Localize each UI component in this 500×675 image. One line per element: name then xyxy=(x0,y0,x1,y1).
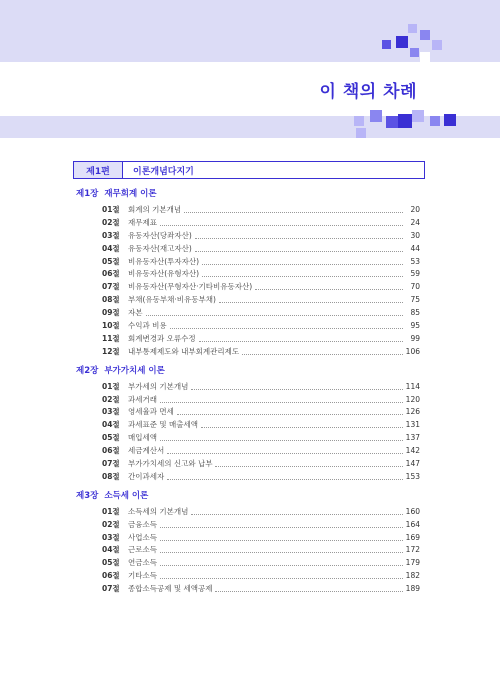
section-number: 02절 xyxy=(102,394,120,404)
section-number: 02절 xyxy=(102,217,120,227)
toc-entry[interactable] xyxy=(76,256,420,269)
page-number: 172 xyxy=(405,545,420,555)
section-title: 연금소득 xyxy=(128,558,157,568)
toc-entry[interactable] xyxy=(76,506,420,519)
dot-leader xyxy=(242,354,403,355)
toc-entry[interactable] xyxy=(76,471,420,484)
decor-square xyxy=(370,110,382,122)
page-number: 153 xyxy=(405,471,420,481)
decor-square xyxy=(354,116,364,126)
section-number: 05절 xyxy=(102,433,120,443)
page-number: 53 xyxy=(410,256,420,266)
section-title: 비유동자산(유형자산) xyxy=(128,269,200,279)
section-number: 12절 xyxy=(102,346,120,356)
toc-entry[interactable] xyxy=(76,217,420,230)
page-number: 179 xyxy=(405,558,420,568)
section-number: 04절 xyxy=(102,545,120,555)
chapter-heading[interactable] xyxy=(76,187,420,201)
section-number: 09절 xyxy=(102,308,120,318)
section-list xyxy=(76,204,420,359)
dot-leader xyxy=(199,341,403,342)
toc-entry[interactable] xyxy=(76,307,420,320)
toc-entry[interactable] xyxy=(76,230,420,243)
part-number: 제1편 xyxy=(74,162,123,178)
page-number: 24 xyxy=(410,217,420,227)
section-title: 소득세의 기본개념 xyxy=(128,506,189,516)
toc-entry[interactable] xyxy=(76,320,420,333)
dot-leader xyxy=(167,479,402,480)
page-number: 99 xyxy=(410,333,420,343)
section-title: 근로소득 xyxy=(128,545,157,555)
section-number: 01절 xyxy=(102,506,120,516)
page-number: 20 xyxy=(410,205,420,214)
page-number: 126 xyxy=(405,407,420,417)
dot-leader xyxy=(191,514,402,515)
decor-square xyxy=(432,40,442,50)
section-number: 04절 xyxy=(102,420,120,430)
page-number: 189 xyxy=(405,584,420,594)
page-number: 75 xyxy=(410,295,420,305)
dot-leader xyxy=(195,238,403,239)
toc-entry[interactable] xyxy=(76,583,420,596)
toc-entry[interactable] xyxy=(76,268,420,281)
section-title: 비유동자산(투자자산) xyxy=(128,256,200,266)
decor-square xyxy=(396,36,408,48)
section-number: 05절 xyxy=(102,256,120,266)
section-title: 비유동자산(무형자산·기타비유동자산) xyxy=(128,282,253,292)
table-of-contents xyxy=(76,182,420,601)
toc-entry[interactable] xyxy=(76,445,420,458)
toc-entry[interactable] xyxy=(76,333,420,346)
page-number: 95 xyxy=(410,321,420,331)
section-title: 사업소득 xyxy=(128,532,157,542)
chapter-title: 재무회계 이론 xyxy=(104,189,157,199)
toc-entry[interactable] xyxy=(76,394,420,407)
page-number: 106 xyxy=(405,346,420,356)
page-number: 114 xyxy=(405,381,420,391)
page-number: 182 xyxy=(405,571,420,581)
page-number: 70 xyxy=(410,282,420,292)
toc-entry[interactable] xyxy=(76,381,420,394)
dot-leader xyxy=(160,225,403,226)
section-number: 05절 xyxy=(102,558,120,568)
section-list xyxy=(76,381,420,484)
decor-square xyxy=(386,116,398,128)
chapter-title: 소득세 이론 xyxy=(104,490,149,501)
page-title: 이 책의 차례 xyxy=(319,82,417,102)
section-number: 03절 xyxy=(102,532,120,542)
decor-square xyxy=(410,48,419,57)
decor-square xyxy=(408,24,417,33)
dot-leader xyxy=(195,251,403,252)
section-number: 07절 xyxy=(102,459,120,469)
part-title: 이론개념다지기 xyxy=(133,166,194,177)
section-number: 08절 xyxy=(102,295,120,305)
dot-leader xyxy=(215,591,402,592)
dot-leader xyxy=(184,212,403,213)
dot-leader xyxy=(160,402,403,403)
section-title: 영세율과 면세 xyxy=(128,407,174,417)
decor-square xyxy=(420,30,430,40)
section-number: 10절 xyxy=(102,321,120,331)
section-number: 07절 xyxy=(102,584,120,594)
toc-entry[interactable] xyxy=(76,406,420,419)
section-title: 부가세의 기본개념 xyxy=(128,381,189,391)
section-number: 07절 xyxy=(102,282,120,292)
decor-square xyxy=(420,52,430,62)
chapter-heading[interactable] xyxy=(76,489,420,503)
chapter-heading[interactable] xyxy=(76,364,420,378)
section-title: 부가가치세의 신고와 납부 xyxy=(128,459,213,469)
page-number: 120 xyxy=(405,394,420,404)
dot-leader xyxy=(191,389,402,390)
section-title: 과세표준 및 매출세액 xyxy=(128,420,198,430)
header-band-bottom xyxy=(0,116,500,138)
page-number: 147 xyxy=(405,459,420,469)
section-number: 06절 xyxy=(102,446,120,456)
chapter-number: 제3장 xyxy=(76,490,99,501)
toc-entry[interactable] xyxy=(76,243,420,256)
toc-entry[interactable] xyxy=(76,432,420,445)
dot-leader xyxy=(219,302,403,303)
dot-leader xyxy=(177,414,403,415)
section-number: 03절 xyxy=(102,407,120,417)
dot-leader xyxy=(202,264,403,265)
dot-leader xyxy=(160,552,403,553)
chapter-number: 제1장 xyxy=(76,189,99,199)
toc-entry[interactable] xyxy=(76,570,420,583)
dot-leader xyxy=(160,540,403,541)
dot-leader xyxy=(255,289,403,290)
part-header xyxy=(73,161,425,179)
dot-leader xyxy=(160,565,403,566)
section-title: 간이과세자 xyxy=(128,471,165,481)
dot-leader xyxy=(215,466,402,467)
toc-entry[interactable] xyxy=(76,294,420,307)
toc-entry[interactable] xyxy=(76,519,420,532)
section-title: 회계의 기본개념 xyxy=(128,205,182,214)
section-title: 유동자산(당좌자산) xyxy=(128,230,192,240)
section-title: 내부통제제도와 내부회계관리제도 xyxy=(128,346,240,356)
section-title: 재무제표 xyxy=(128,217,157,227)
decor-square xyxy=(412,110,424,122)
toc-entry[interactable] xyxy=(76,204,420,217)
toc-entry[interactable] xyxy=(76,458,420,471)
page-number: 169 xyxy=(405,532,420,542)
page-number: 131 xyxy=(405,420,420,430)
page-number: 44 xyxy=(410,243,420,253)
section-title: 기타소득 xyxy=(128,571,157,581)
dot-leader xyxy=(160,527,403,528)
section-list xyxy=(76,506,420,596)
toc-entry[interactable] xyxy=(76,544,420,557)
section-number: 08절 xyxy=(102,471,120,481)
page-number: 160 xyxy=(405,506,420,516)
page-number: 164 xyxy=(405,519,420,529)
section-number: 03절 xyxy=(102,230,120,240)
section-title: 과세거래 xyxy=(128,394,157,404)
page-number: 30 xyxy=(410,230,420,240)
section-title: 자본 xyxy=(128,308,143,318)
section-title: 유동자산(재고자산) xyxy=(128,243,192,253)
toc-entry[interactable] xyxy=(76,532,420,545)
section-number: 01절 xyxy=(102,381,120,391)
page-number: 59 xyxy=(410,269,420,279)
decor-square xyxy=(382,40,391,49)
dot-leader xyxy=(170,328,403,329)
chapter-number: 제2장 xyxy=(76,365,99,376)
decor-square xyxy=(430,116,440,126)
section-title: 금융소득 xyxy=(128,519,157,529)
dot-leader xyxy=(201,427,403,428)
toc-entry[interactable] xyxy=(76,557,420,570)
page-number: 85 xyxy=(410,308,420,318)
decor-square xyxy=(398,114,412,128)
section-number: 02절 xyxy=(102,519,120,529)
toc-entry[interactable] xyxy=(76,281,420,294)
section-title: 종합소득공제 및 세액공제 xyxy=(128,584,213,594)
section-number: 01절 xyxy=(102,205,120,214)
dot-leader xyxy=(160,578,403,579)
section-title: 매입세액 xyxy=(128,433,157,443)
section-title: 부채(유동부채·비유동부채) xyxy=(128,295,216,305)
toc-entry[interactable] xyxy=(76,346,420,359)
section-number: 04절 xyxy=(102,243,120,253)
section-number: 11절 xyxy=(102,333,120,343)
page-number: 142 xyxy=(405,446,420,456)
section-number: 06절 xyxy=(102,269,120,279)
toc-entry[interactable] xyxy=(76,419,420,432)
section-number: 06절 xyxy=(102,571,120,581)
section-title: 수익과 비용 xyxy=(128,321,167,331)
chapter-title: 부가가치세 이론 xyxy=(104,365,165,376)
section-title: 회계변경과 오류수정 xyxy=(128,333,196,343)
section-title: 세금계산서 xyxy=(128,446,165,456)
dot-leader xyxy=(202,276,403,277)
dot-leader xyxy=(160,440,403,441)
decor-square xyxy=(444,114,456,126)
page-number: 137 xyxy=(405,433,420,443)
dot-leader xyxy=(167,453,402,454)
dot-leader xyxy=(146,315,404,316)
decor-square xyxy=(356,128,366,138)
